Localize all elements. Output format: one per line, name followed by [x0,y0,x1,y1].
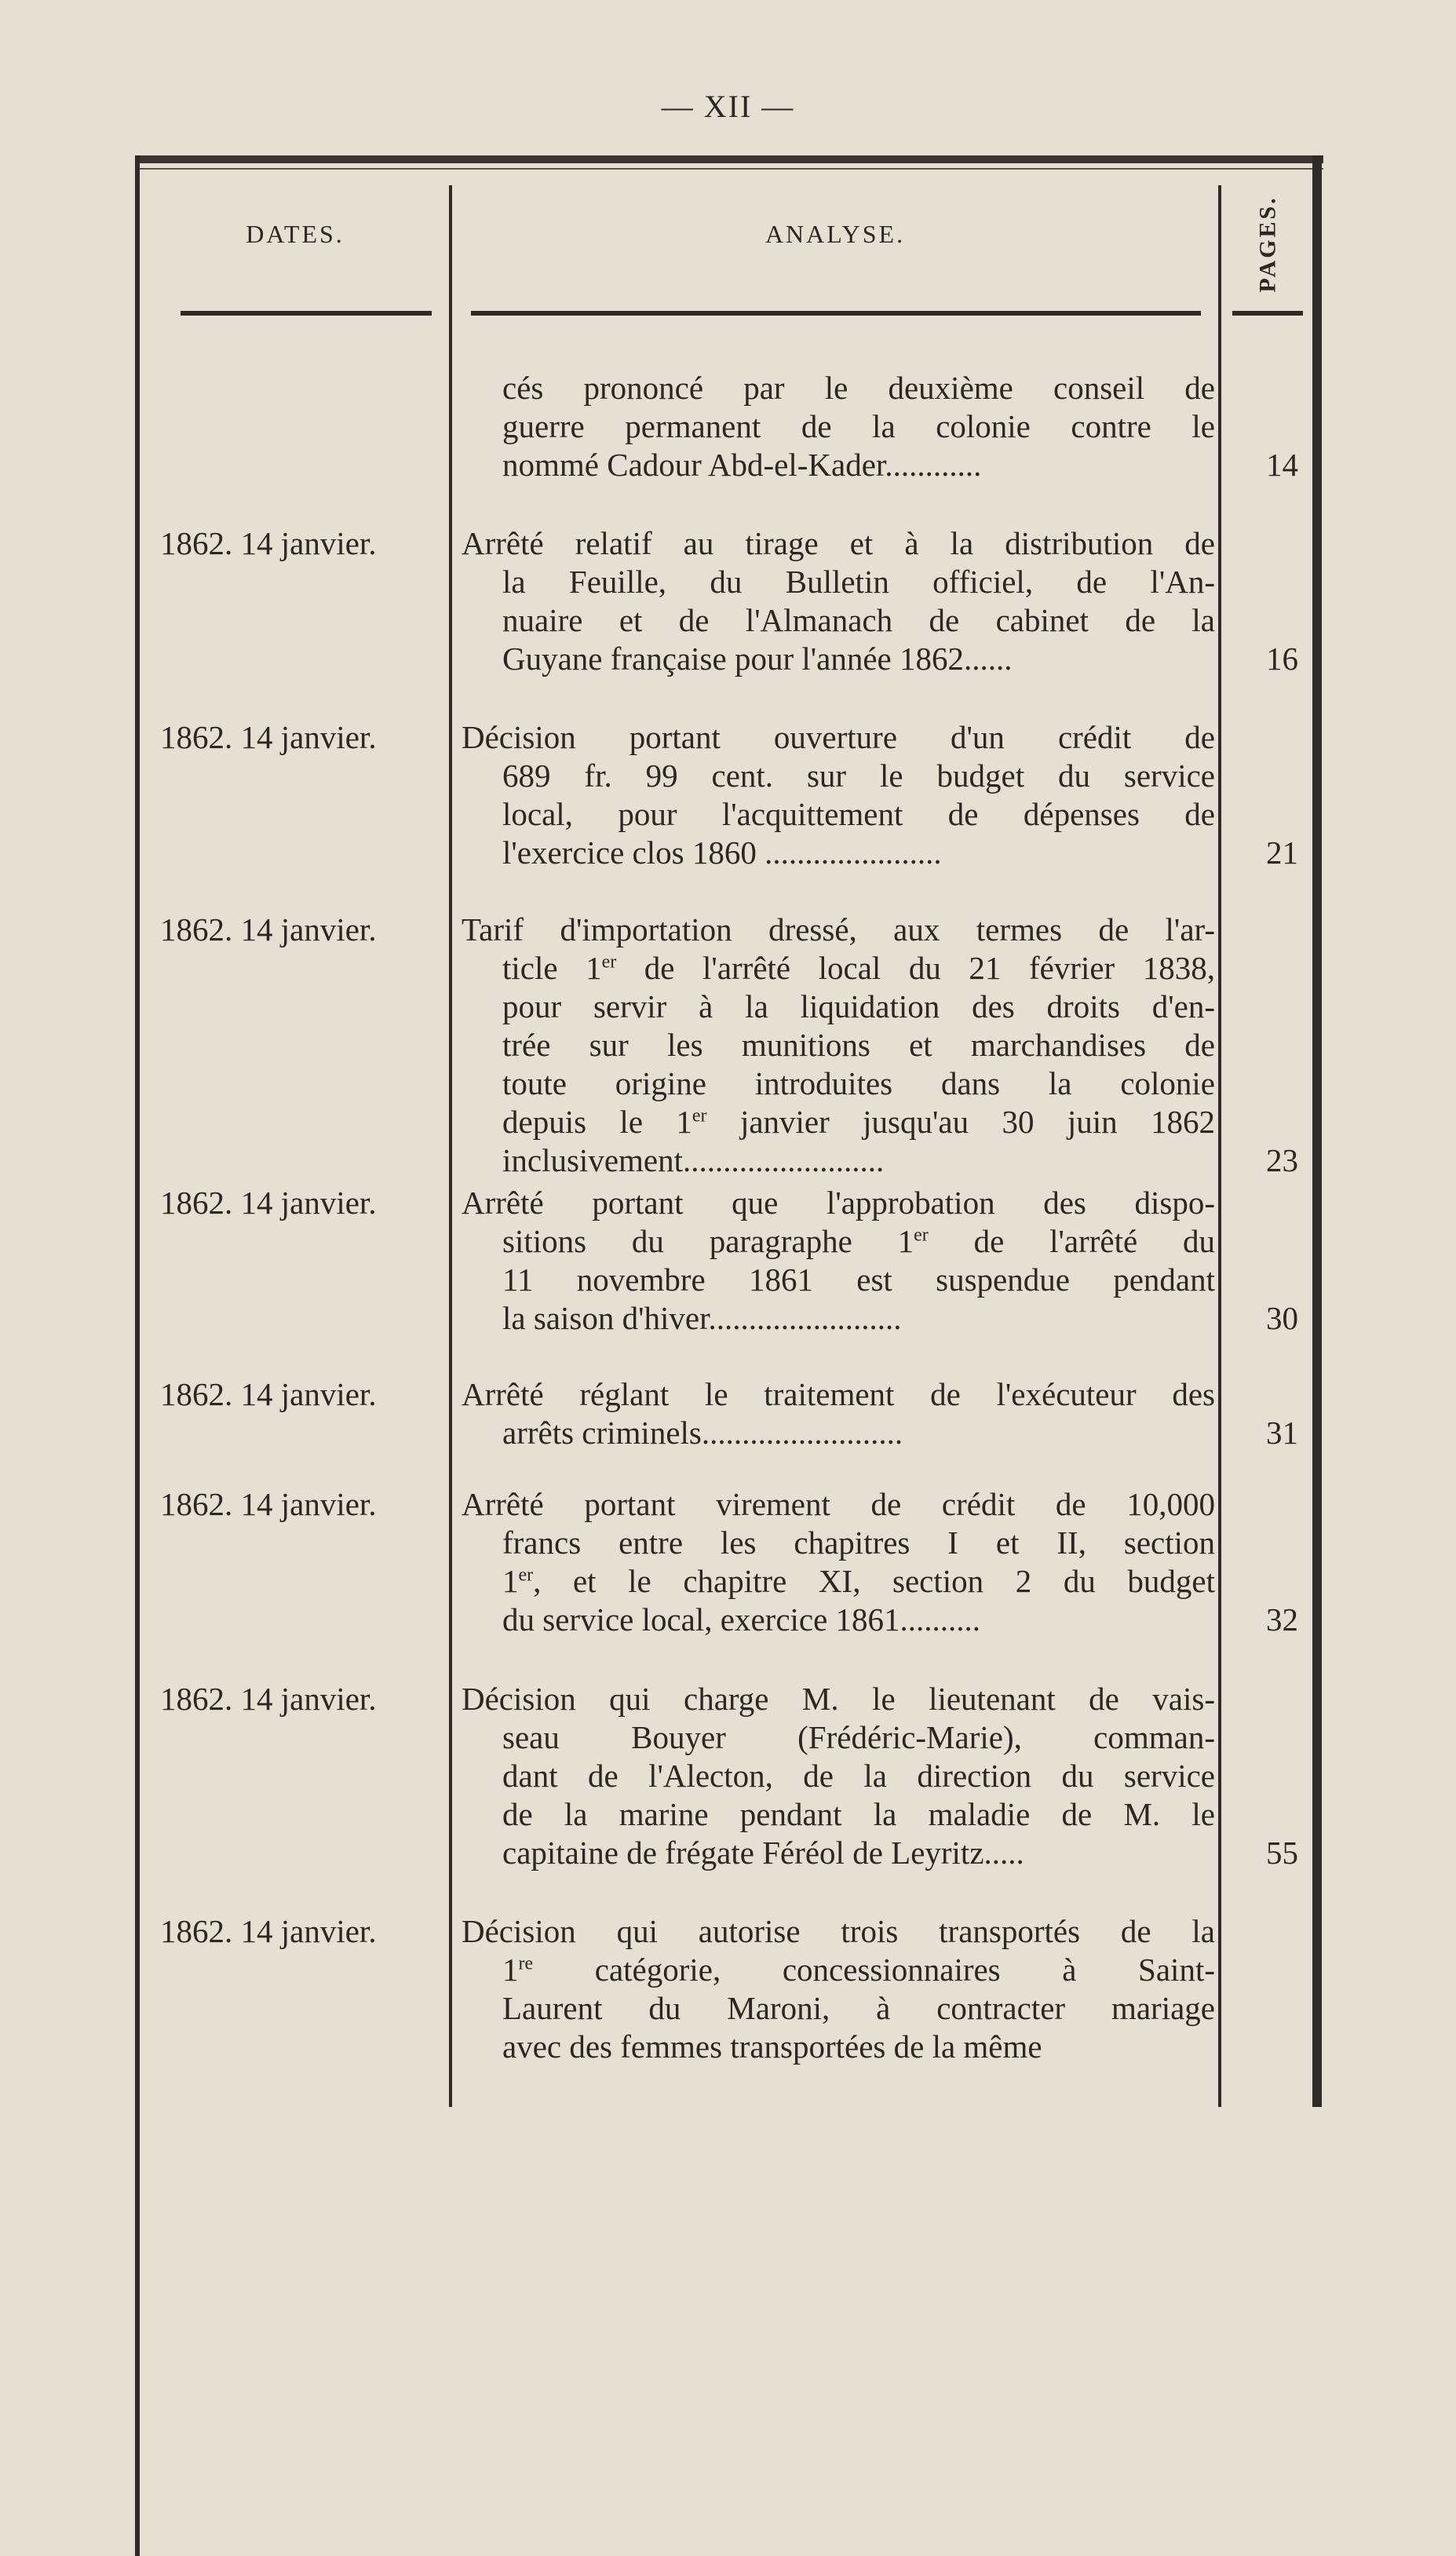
entry-analysis [462,911,1215,1180]
table-top-rule-thin [135,168,1323,170]
entry-date: 1862. 14 janvier. [160,911,377,948]
analysis-line: 11 novembre 1861 est suspendue pendant [502,1262,1215,1298]
page-number: — XII — [661,89,795,124]
table-right-border [1312,155,1322,2107]
analysis-line: 1er, et le chapitre XI, section 2 du budget [502,1563,1215,1599]
analysis-line: l'exercice clos 1860 ...................... [502,834,942,871]
header-pages-label: PAGES. [1255,195,1282,293]
analysis-line: Décision qui charge M. le lieutenant de vais- [462,1681,1215,1717]
header-rule-dates [181,311,432,316]
entry-date: 1862. 14 janvier. [160,719,377,755]
analysis-line: Arrêté relatif au tirage et à la distribution de [462,525,1215,561]
entry-analysis [462,718,1215,872]
analysis-line: 1re catégorie, concessionnaires à Saint- [502,1952,1215,1988]
analysis-line: francs entre les chapitres I et II, section [502,1524,1215,1561]
analysis-line: seau Bouyer (Frédéric-Marie), comman- [502,1719,1215,1755]
analysis-line: ticle 1er de l'arrêté local du 21 février 1838, [502,950,1215,986]
analysis-line: de la marine pendant la maladie de M. le [502,1796,1215,1832]
entry-page-number: 16 [1266,641,1298,677]
analysis-line: dant de l'Alecton, de la direction du service [502,1758,1215,1794]
column-divider-pages [1218,185,1221,2107]
entry-analysis [462,1680,1215,1872]
entry-page-number: 30 [1266,1300,1298,1336]
analysis-line: Arrêté portant que l'approbation des dispo- [462,1185,1215,1221]
entry-date: 1862. 14 janvier. [160,525,377,561]
entry-page-number: 21 [1266,834,1298,871]
entry-date: 1862. 14 janvier. [160,1376,377,1412]
entry-date: 1862. 14 janvier. [160,1681,377,1717]
table-left-border [135,155,140,2556]
entry-analysis [462,1912,1215,2066]
entry-analysis [462,1485,1215,1639]
table-top-rule [135,155,1323,163]
analysis-line: toute origine introduites dans la colonie [502,1065,1215,1101]
header-rule-analyse [471,311,1201,316]
entry-page-number: 23 [1266,1142,1298,1178]
analysis-line: Arrêté réglant le traitement de l'exécuteur des [462,1376,1215,1412]
header-pages [1226,185,1311,303]
entry-analysis [462,1184,1215,1338]
entry-analysis [462,369,1215,484]
header-rule-pages [1232,311,1303,316]
analysis-line: trée sur les munitions et marchandises de [502,1027,1215,1063]
analysis-line: nuaire et de l'Almanach de cabinet de la [502,602,1215,638]
entry-page-number: 55 [1266,1835,1298,1871]
entry-page-number: 14 [1266,447,1298,483]
analysis-line: inclusivement......................... [502,1142,885,1178]
analysis-line: capitaine de frégate Féréol de Leyritz..... [502,1835,1024,1871]
header-dates: DATES. [246,220,345,248]
analysis-line: Laurent du Maroni, à contracter mariage [502,1990,1215,2026]
analysis-line: la saison d'hiver........................ [502,1300,902,1336]
analysis-line: Décision portant ouverture d'un crédit de [462,719,1215,755]
analysis-line: local, pour l'acquittement de dépenses de [502,796,1215,832]
analysis-line: 689 fr. 99 cent. sur le budget du service [502,758,1215,794]
entry-date: 1862. 14 janvier. [160,1185,377,1221]
analysis-line: du service local, exercice 1861.......... [502,1601,981,1638]
entry-analysis [462,524,1215,678]
analysis-line: avec des femmes transportées de la même [502,2028,1042,2065]
analysis-line: cés prononcé par le deuxième conseil de [502,370,1215,406]
analysis-line: Décision qui autorise trois transportés de la [462,1913,1215,1949]
analysis-line: Tarif d'importation dressé, aux termes de l'ar- [462,911,1215,948]
entry-date: 1862. 14 janvier. [160,1486,377,1522]
analysis-line: la Feuille, du Bulletin officiel, de l'An- [502,564,1215,600]
analysis-line: sitions du paragraphe 1er de l'arrêté du [502,1223,1215,1259]
entry-page-number: 31 [1266,1415,1298,1451]
analysis-line: nommé Cadour Abd-el-Kader............ [502,447,982,483]
analysis-line: depuis le 1er janvier jusqu'au 30 juin 1862 [502,1104,1216,1140]
analysis-line: pour servir à la liquidation des droits d'en- [502,988,1215,1024]
analysis-line: arrêts criminels......................... [502,1415,903,1451]
analysis-line: Guyane française pour l'année 1862...... [502,641,1013,677]
entry-page-number: 32 [1266,1601,1298,1638]
analysis-line: guerre permanent de la colonie contre le [502,408,1215,444]
entry-date: 1862. 14 janvier. [160,1913,377,1949]
entry-analysis [462,1375,1215,1452]
column-divider-dates [449,185,452,2107]
header-analyse: ANALYSE. [764,220,906,248]
analysis-line: Arrêté portant virement de crédit de 10,000 [462,1486,1215,1522]
